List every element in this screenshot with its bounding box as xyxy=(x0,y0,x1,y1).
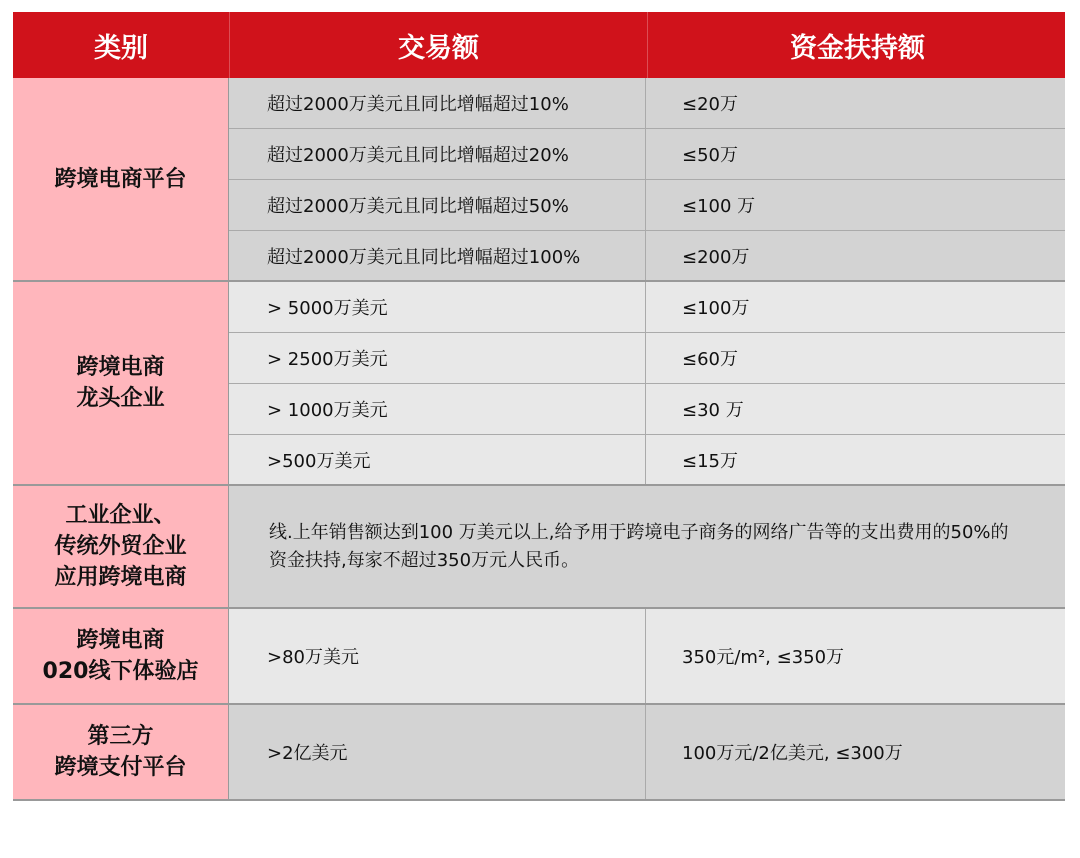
support-cell: 350元/m², ≤350万 xyxy=(646,609,1065,703)
amount-cell: >2亿美元 xyxy=(229,705,646,799)
group-label: 跨境电商 020线下体验店 xyxy=(13,609,229,703)
table-row xyxy=(229,333,1065,384)
support-cell: ≤30 万 xyxy=(646,384,1065,434)
header-category: 类别 xyxy=(13,12,230,78)
amount-cell: 超过2000万美元且同比增幅超过100% xyxy=(229,231,646,280)
support-cell: ≤20万 xyxy=(646,78,1065,128)
support-cell: ≤100 万 xyxy=(646,180,1065,230)
amount-cell: 超过2000万美元且同比增幅超过50% xyxy=(229,180,646,230)
amount-cell: > 2500万美元 xyxy=(229,333,646,383)
amount-cell: > 1000万美元 xyxy=(229,384,646,434)
group-leading-enterprise xyxy=(13,282,1065,486)
group-label: 跨境电商 龙头企业 xyxy=(13,282,229,484)
table-row xyxy=(229,129,1065,180)
header-support: 资金扶持额 xyxy=(790,32,925,64)
support-cell: ≤15万 xyxy=(646,435,1065,484)
amount-cell: >500万美元 xyxy=(229,435,646,484)
table-header xyxy=(13,12,1065,78)
support-cell: ≤200万 xyxy=(646,231,1065,280)
support-cell: ≤60万 xyxy=(646,333,1065,383)
support-table xyxy=(13,12,1065,801)
table-row xyxy=(229,609,1065,703)
group-label: 工业企业、 传统外贸企业 应用跨境电商 xyxy=(13,486,229,607)
support-cell: ≤100万 xyxy=(646,282,1065,332)
group-label: 第三方 跨境支付平台 xyxy=(13,705,229,799)
header-amount: 交易额 xyxy=(230,12,648,78)
support-cell: 100万元/2亿美元, ≤300万 xyxy=(646,705,1065,799)
amount-cell: >80万美元 xyxy=(229,609,646,703)
amount-cell: > 5000万美元 xyxy=(229,282,646,332)
group-o2o-store xyxy=(13,609,1065,705)
table-row xyxy=(229,231,1065,280)
group-industrial xyxy=(13,486,1065,609)
amount-cell: 超过2000万美元且同比增幅超过20% xyxy=(229,129,646,179)
table-row xyxy=(229,282,1065,333)
table-row xyxy=(229,435,1065,484)
table-row xyxy=(229,180,1065,231)
table-row xyxy=(229,384,1065,435)
support-cell: ≤50万 xyxy=(646,129,1065,179)
group-platform xyxy=(13,78,1065,282)
group-payment-platform xyxy=(13,705,1065,801)
table-row xyxy=(229,705,1065,799)
group-label: 跨境电商平台 xyxy=(13,78,229,280)
amount-cell: 超过2000万美元且同比增幅超过10% xyxy=(229,78,646,128)
table-row xyxy=(229,78,1065,129)
merged-description: 线.上年销售额达到100 万美元以上,给予用于跨境电子商务的网络广告等的支出费用的50%的资金扶持,每家不超过350万元人民币。 xyxy=(229,486,1065,607)
